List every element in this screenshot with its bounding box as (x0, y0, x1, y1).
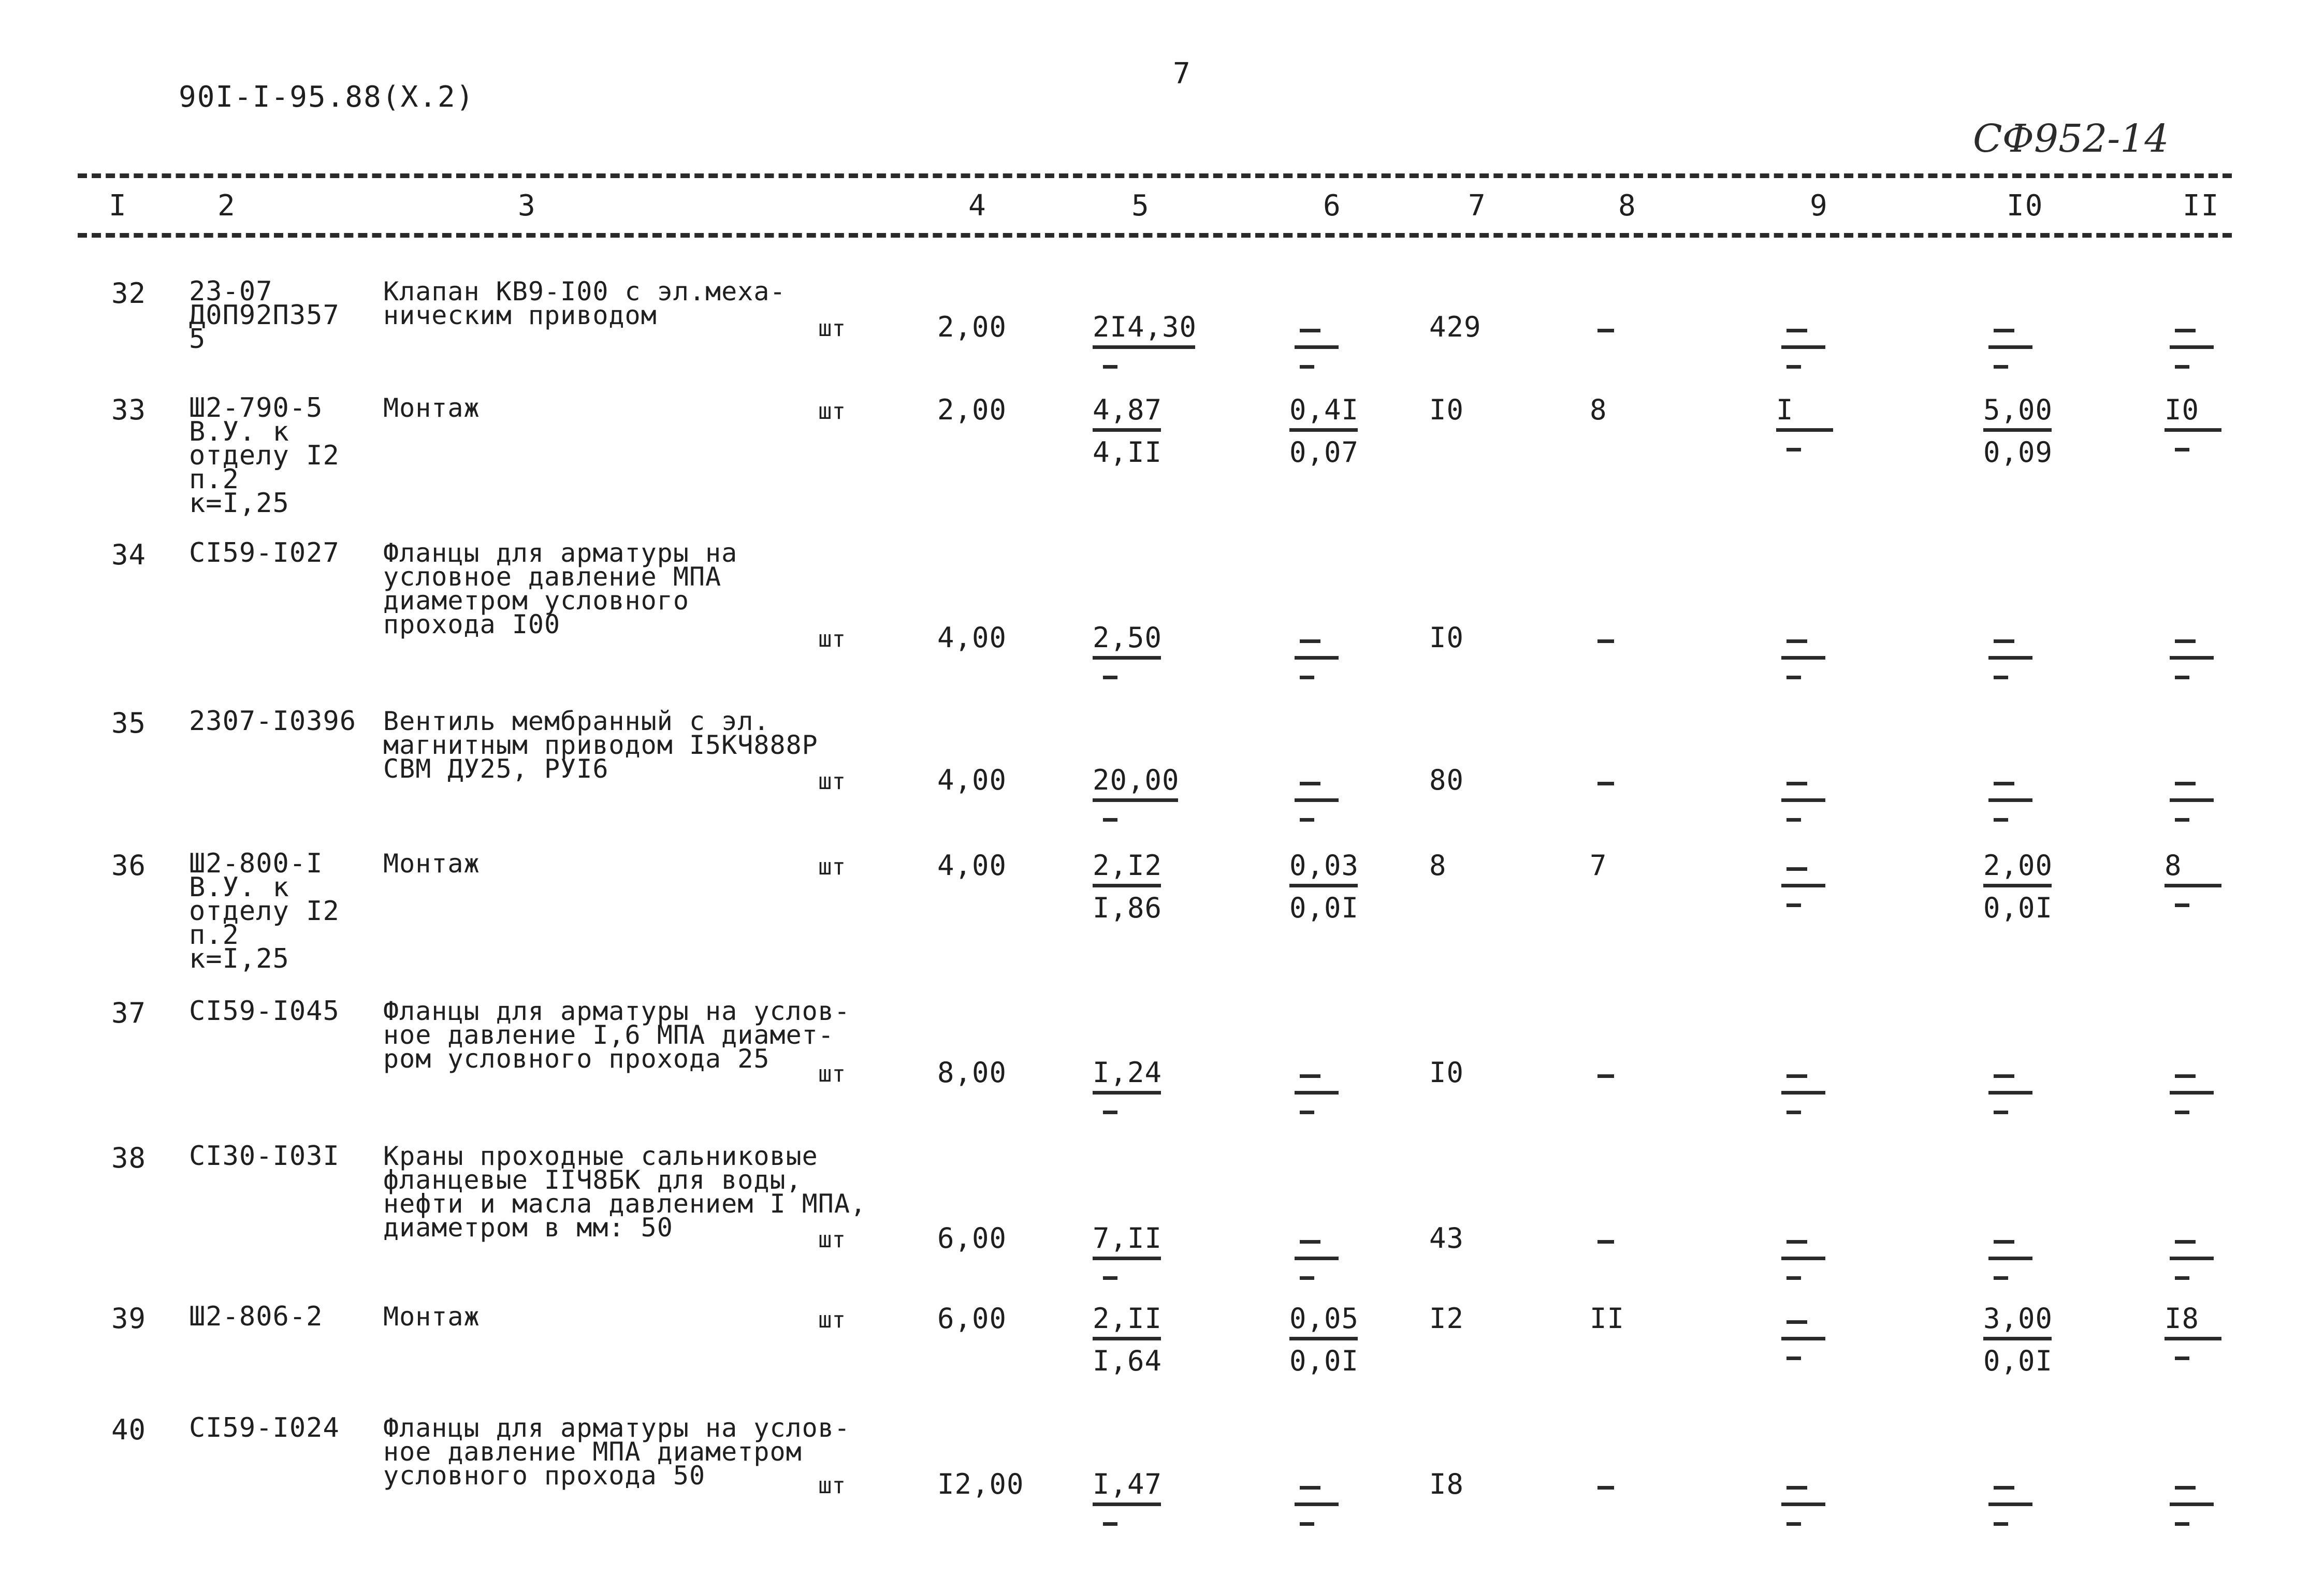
resource-code: СI59-I027 (189, 537, 340, 568)
col6-value-rule (1295, 345, 1339, 349)
col-header-7: 7 (1468, 189, 1487, 223)
col6-value-rule (1295, 798, 1339, 802)
col6-value-top-dash (1300, 1486, 1320, 1490)
col9-value-bot-dash (1786, 448, 1801, 451)
col10-value-top: 2,00 (1983, 849, 2053, 882)
col6-value-bot: 0,07 (1289, 436, 1359, 469)
resource-code: СI59-I024 (189, 1412, 340, 1443)
col10-value-rule (1988, 656, 2032, 660)
col11-value-top-dash (2175, 329, 2196, 332)
col5-value-bot-dash (1103, 1276, 1117, 1280)
col9-value-top-dash (1786, 639, 1807, 643)
col6-value-rule (1295, 656, 1339, 660)
col11-value-rule (2165, 428, 2221, 432)
col11-value-bot-dash (2175, 676, 2189, 679)
col10-value-rule (1983, 884, 2052, 887)
col8-value: 7 (1590, 849, 1607, 882)
col10-value-top-dash (1994, 1240, 2014, 1244)
col11-value-bot-dash (2175, 365, 2189, 369)
col5-value-rule (1093, 798, 1178, 802)
item-description: Вентиль мембранный с эл. магнитным приводом I5КЧ888Р СВМ ДУ25, РУI6 (383, 706, 818, 784)
resource-code: 2307-I0396 (189, 706, 357, 737)
col10-value-bot-dash (1994, 1111, 2008, 1114)
col9-value-bot-dash (1786, 903, 1801, 907)
col11-value-rule (2170, 798, 2214, 802)
col5-value-bot: I,86 (1093, 892, 1163, 924)
table-rule-header (78, 233, 2232, 238)
col6-value-rule (1289, 428, 1358, 432)
col11-value-top-dash (2175, 1074, 2196, 1078)
col-header-3: 3 (518, 189, 536, 223)
col11-value-top: 8 (2165, 849, 2182, 882)
col6-value-top-dash (1300, 1074, 1320, 1078)
col9-value-rule (1781, 884, 1825, 887)
col9-value-bot-dash (1786, 818, 1801, 822)
col10-value-bot: 0,0I (1983, 1345, 2053, 1377)
col5-value-rule (1093, 428, 1161, 432)
row-number: 39 (111, 1302, 147, 1335)
col8-dash (1597, 782, 1614, 785)
col-header-8: 8 (1618, 189, 1637, 223)
col9-value-bot-dash (1786, 365, 1801, 369)
col10-value-top: 5,00 (1983, 393, 2053, 426)
col6-value-top-dash (1300, 1240, 1320, 1244)
col11-value-bot-dash (2175, 818, 2189, 822)
quantity: 6,00 (937, 1302, 1007, 1335)
col11-value-rule (2170, 1257, 2214, 1260)
unit-of-measure: шт (818, 1307, 846, 1333)
col9-value-bot-dash (1786, 676, 1801, 679)
col-header-11: II (2183, 189, 2220, 223)
col10-value-rule (1983, 428, 2052, 432)
col11-value-bot-dash (2175, 1111, 2189, 1114)
col10-value-bot-dash (1994, 365, 2008, 369)
unit-of-measure: шт (818, 1061, 846, 1087)
col9-value-top: I (1776, 393, 1794, 426)
col10-value-bot: 0,0I (1983, 892, 2053, 924)
col11-value-rule (2170, 1503, 2214, 1506)
col10-value-top-dash (1994, 329, 2014, 332)
col9-value-rule (1781, 345, 1825, 349)
col5-value-bot-dash (1103, 1522, 1117, 1526)
col10-value-top-dash (1994, 1074, 2014, 1078)
col7-value: 80 (1429, 764, 1464, 796)
col9-value-rule (1781, 1337, 1825, 1340)
item-description: Монтаж (383, 1302, 480, 1332)
col6-value-rule (1295, 1257, 1339, 1260)
col5-value-bot-dash (1103, 818, 1117, 822)
col10-value-rule (1988, 1091, 2032, 1095)
col9-value-rule (1781, 656, 1825, 660)
col5-value-top: 2,50 (1093, 621, 1163, 654)
col6-value-top-dash (1300, 782, 1320, 785)
col5-value-top: 20,00 (1093, 764, 1180, 796)
col7-value: I0 (1429, 1056, 1464, 1089)
col11-value-top-dash (2175, 639, 2196, 643)
col5-value-top: 2I4,30 (1093, 311, 1197, 343)
col9-value-top-dash (1786, 1320, 1807, 1324)
quantity: 2,00 (937, 393, 1007, 426)
col6-value-top: 0,4I (1289, 393, 1359, 426)
col11-value-rule (2165, 1337, 2221, 1340)
col6-value-rule (1295, 1091, 1339, 1095)
col11-value-rule (2165, 884, 2221, 887)
quantity: 2,00 (937, 311, 1007, 343)
col5-value-rule (1093, 884, 1161, 887)
col9-value-bot-dash (1786, 1276, 1801, 1280)
quantity: 4,00 (937, 621, 1007, 654)
col6-value-bot-dash (1300, 365, 1314, 369)
resource-code: Ш2-806-2 (189, 1301, 323, 1332)
col-header-4: 4 (968, 189, 987, 223)
col7-value: I0 (1429, 621, 1464, 654)
col11-value-top-dash (2175, 1240, 2196, 1244)
col10-value-rule (1988, 1257, 2032, 1260)
col11-value-rule (2170, 656, 2214, 660)
col7-value: I8 (1429, 1468, 1464, 1500)
quantity: 4,00 (937, 849, 1007, 882)
col10-value-top-dash (1994, 639, 2014, 643)
col11-value-rule (2170, 1091, 2214, 1095)
unit-of-measure: шт (818, 768, 846, 795)
col9-value-rule (1781, 1257, 1825, 1260)
col5-value-bot-dash (1103, 676, 1117, 679)
col8-dash (1597, 1074, 1614, 1078)
col10-value-bot-dash (1994, 1522, 2008, 1526)
col9-value-bot-dash (1786, 1356, 1801, 1360)
col8-value: 8 (1590, 393, 1607, 426)
col9-value-rule (1781, 1091, 1825, 1095)
col9-value-top-dash (1786, 782, 1807, 785)
col6-value-bot-dash (1300, 1111, 1314, 1114)
col11-value-bot-dash (2175, 1522, 2189, 1526)
resource-code: СI59-I045 (189, 996, 340, 1027)
col11-value-bot-dash (2175, 1276, 2189, 1280)
item-description: Фланцы для арматуры на услов- ное давление I,6 МПА диамет- ром условного прохода 25 (383, 996, 850, 1074)
row-number: 37 (111, 997, 147, 1029)
col-header-5: 5 (1131, 189, 1150, 223)
col5-value-rule (1093, 1091, 1161, 1095)
col5-value-rule (1093, 1503, 1161, 1506)
col-header-2: 2 (217, 189, 236, 223)
col7-value: I2 (1429, 1302, 1464, 1335)
resource-code: Ш2-800-I В.У. к отделу I2 п.2 к=I,25 (189, 848, 340, 974)
col10-value-bot-dash (1994, 1276, 2008, 1280)
col7-value: 429 (1429, 311, 1481, 343)
col10-value-top: 3,00 (1983, 1302, 2053, 1335)
col11-value-bot-dash (2175, 448, 2189, 451)
col6-value-bot-dash (1300, 818, 1314, 822)
resource-code: 23-07 Д0П92П357 5 (189, 276, 340, 355)
col9-value-top-dash (1786, 867, 1807, 871)
row-number: 33 (111, 393, 147, 426)
col8-value: II (1590, 1302, 1625, 1335)
col5-value-rule (1093, 345, 1195, 349)
col5-value-rule (1093, 1257, 1161, 1260)
col9-value-top-dash (1786, 1074, 1807, 1078)
unit-of-measure: шт (818, 1227, 846, 1253)
col8-dash (1597, 1486, 1614, 1490)
quantity: 6,00 (937, 1222, 1007, 1255)
col11-value-rule (2170, 345, 2214, 349)
row-number: 34 (111, 538, 147, 571)
col6-value-rule (1295, 1503, 1339, 1506)
col10-value-bot: 0,09 (1983, 436, 2053, 469)
unit-of-measure: шт (818, 1472, 846, 1499)
col11-value-bot-dash (2175, 1356, 2189, 1360)
col-header-1: I (109, 189, 127, 223)
unit-of-measure: шт (818, 398, 846, 425)
row-number: 36 (111, 849, 147, 882)
item-description: Монтаж (383, 393, 480, 423)
col6-value-rule (1289, 884, 1358, 887)
row-number: 32 (111, 277, 147, 310)
col11-value-top: I0 (2165, 393, 2200, 426)
col6-value-rule (1289, 1337, 1358, 1340)
quantity: 4,00 (937, 764, 1007, 796)
col6-value-top: 0,03 (1289, 849, 1359, 882)
col7-value: I0 (1429, 393, 1464, 426)
col10-value-bot-dash (1994, 818, 2008, 822)
col9-value-bot-dash (1786, 1111, 1801, 1114)
col10-value-top-dash (1994, 782, 2014, 785)
col6-value-top-dash (1300, 329, 1320, 332)
col6-value-top-dash (1300, 639, 1320, 643)
col8-dash (1597, 1240, 1614, 1244)
col10-value-rule (1983, 1337, 2052, 1340)
col8-dash (1597, 639, 1614, 643)
document-code: 90I-I-95.88(X.2) (179, 80, 475, 114)
col5-value-bot: 4,II (1093, 436, 1163, 469)
col9-value-rule (1776, 428, 1833, 432)
col-header-9: 9 (1810, 189, 1828, 223)
col5-value-rule (1093, 656, 1161, 660)
col6-value-bot-dash (1300, 1276, 1314, 1280)
col6-value-bot: 0,0I (1289, 892, 1359, 924)
col8-dash (1597, 329, 1614, 332)
col7-value: 43 (1429, 1222, 1464, 1255)
col9-value-rule (1781, 1503, 1825, 1506)
col-header-6: 6 (1323, 189, 1342, 223)
page-number: 7 (1173, 57, 1192, 91)
col6-value-bot: 0,0I (1289, 1345, 1359, 1377)
col5-value-top: I,47 (1093, 1468, 1163, 1500)
item-description: Фланцы для арматуры на условное давление МПА диаметром условного прохода I00 (383, 538, 738, 639)
col5-value-top: 2,I2 (1093, 849, 1163, 882)
unit-of-measure: шт (818, 854, 846, 880)
col11-value-bot-dash (2175, 903, 2189, 907)
resource-code: СI30-I03I (189, 1141, 340, 1172)
quantity: 8,00 (937, 1056, 1007, 1089)
col11-value-top: I8 (2165, 1302, 2200, 1335)
col9-value-top-dash (1786, 329, 1807, 332)
item-description: Монтаж (383, 849, 480, 879)
col10-value-rule (1988, 1503, 2032, 1506)
col5-value-top: 2,II (1093, 1302, 1163, 1335)
col5-value-top: 7,II (1093, 1222, 1163, 1255)
col-header-10: I0 (2007, 189, 2044, 223)
row-number: 38 (111, 1142, 147, 1174)
col6-value-top: 0,05 (1289, 1302, 1359, 1335)
item-description: Краны проходные сальниковые фланцевые IIЧ8БК для воды, нефти и масла давлением I МПА, диаметром в мм: 50 (383, 1141, 867, 1243)
col6-value-bot-dash (1300, 676, 1314, 679)
col9-value-rule (1781, 798, 1825, 802)
col11-value-top-dash (2175, 1486, 2196, 1490)
col10-value-bot-dash (1994, 676, 2008, 679)
quantity: I2,00 (937, 1468, 1024, 1500)
col5-value-top: I,24 (1093, 1056, 1163, 1089)
col5-value-rule (1093, 1337, 1161, 1340)
table-rule-top (78, 173, 2232, 178)
unit-of-measure: шт (818, 315, 846, 342)
item-description: Фланцы для арматуры на услов- ное давление МПА диаметром условного прохода 50 (383, 1413, 850, 1491)
col10-value-top-dash (1994, 1486, 2014, 1490)
col9-value-bot-dash (1786, 1522, 1801, 1526)
col5-value-bot-dash (1103, 365, 1117, 369)
col10-value-rule (1988, 798, 2032, 802)
col9-value-top-dash (1786, 1240, 1807, 1244)
resource-code: Ш2-790-5 В.У. к отделу I2 п.2 к=I,25 (189, 392, 340, 519)
handwritten-stamp: СФ952-14 (1973, 116, 2169, 161)
col7-value: 8 (1429, 849, 1447, 882)
col5-value-bot-dash (1103, 1111, 1117, 1114)
row-number: 40 (111, 1413, 147, 1446)
item-description: Клапан КВ9-I00 с эл.меха- ническим приводом (383, 276, 786, 330)
col5-value-bot: I,64 (1093, 1345, 1163, 1377)
col6-value-bot-dash (1300, 1522, 1314, 1526)
col5-value-top: 4,87 (1093, 393, 1163, 426)
row-number: 35 (111, 707, 147, 739)
unit-of-measure: шт (818, 626, 846, 652)
col9-value-top-dash (1786, 1486, 1807, 1490)
col11-value-top-dash (2175, 782, 2196, 785)
col10-value-rule (1988, 345, 2032, 349)
